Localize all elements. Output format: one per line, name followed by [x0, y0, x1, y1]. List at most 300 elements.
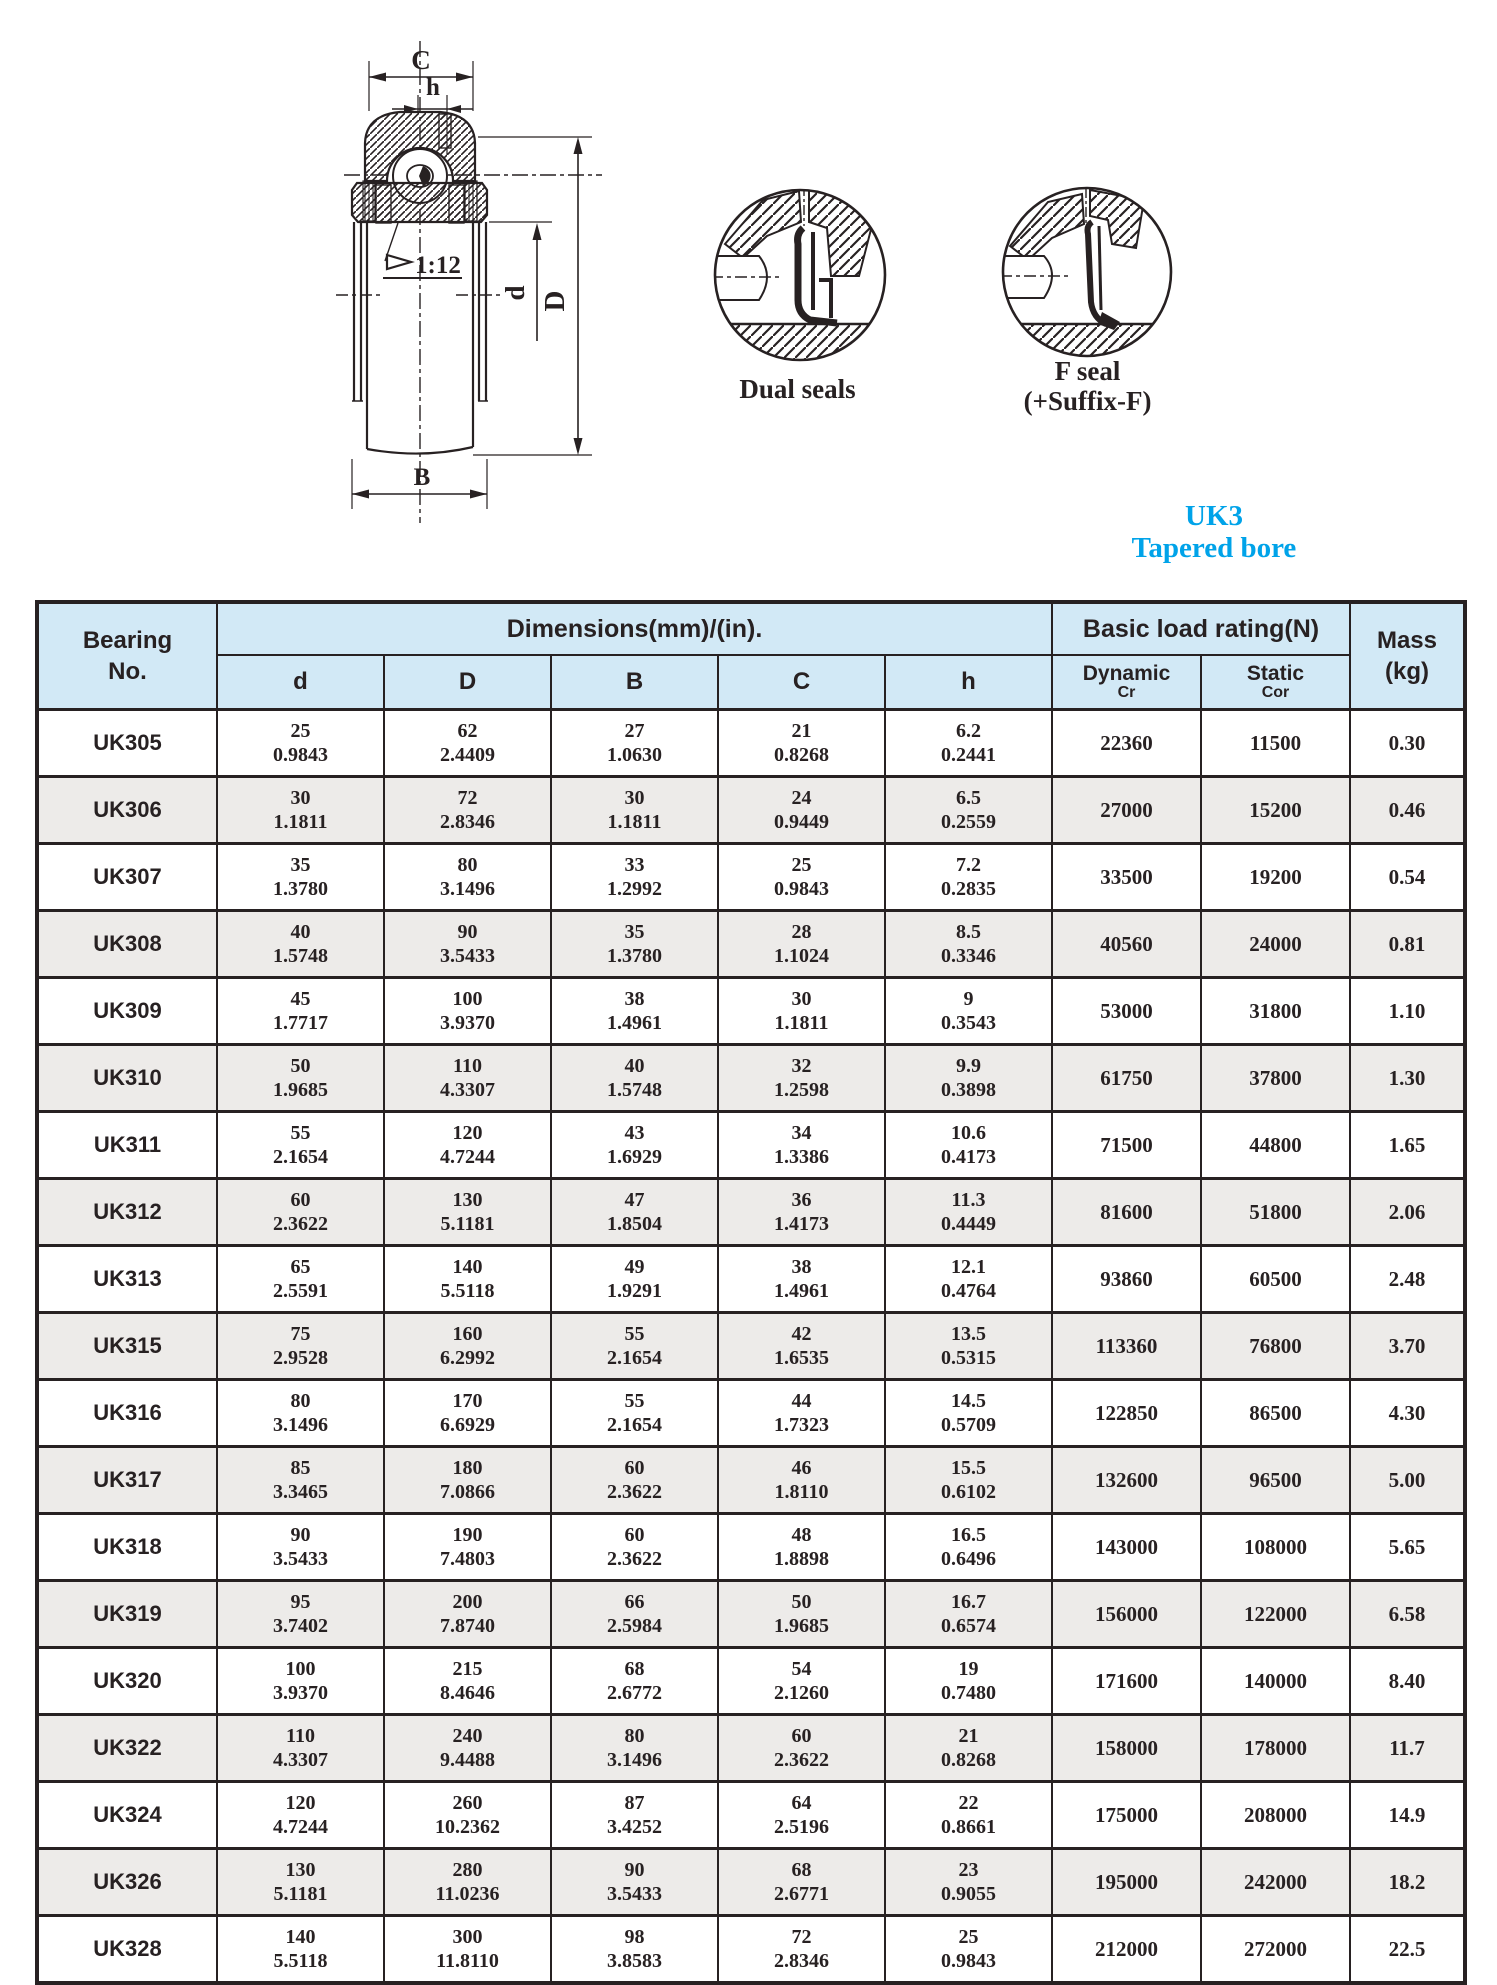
dim-cell — [384, 911, 551, 978]
dim-cell — [217, 1782, 384, 1849]
dynamic-load-cell: 195000 — [1052, 1849, 1201, 1916]
dim-in-value: 3.1496 — [607, 1749, 662, 1771]
dim-mm-value: 90 — [624, 1859, 645, 1881]
header-mass-line1: Mass — [1376, 627, 1438, 654]
mass-cell: 6.58 — [1350, 1581, 1465, 1648]
dim-cell — [551, 1447, 718, 1514]
dim-mm-value: 25 — [290, 720, 311, 742]
table-row — [37, 777, 1465, 844]
dim-in-value: 9.4488 — [440, 1749, 495, 1771]
table-row — [37, 1849, 1465, 1916]
dim-cell — [551, 1246, 718, 1313]
dim-mm-value: 50 — [290, 1055, 311, 1077]
dim-cell — [551, 1380, 718, 1447]
dim-cell — [551, 1648, 718, 1715]
dim-in-value: 3.1496 — [440, 878, 495, 900]
dim-in-value: 6.6929 — [440, 1414, 495, 1436]
header-static-label: Static — [1246, 662, 1305, 685]
dim-in-value: 1.5748 — [273, 945, 328, 967]
dim-in-value: 3.5433 — [273, 1548, 328, 1570]
dim-in-value: 6.2992 — [440, 1347, 495, 1369]
table-row — [37, 1447, 1465, 1514]
dim-in-value: 0.4449 — [941, 1213, 996, 1235]
dim-in-value: 5.5118 — [440, 1280, 495, 1302]
dim-cell — [718, 911, 885, 978]
mass-cell: 5.65 — [1350, 1514, 1465, 1581]
dim-mm-value: 100 — [452, 988, 483, 1010]
dim-cell — [217, 1581, 384, 1648]
dim-in-value: 0.6574 — [941, 1615, 996, 1637]
bearing-spec-table — [35, 600, 1467, 1985]
dim-mm-value: 8.5 — [956, 921, 981, 943]
dim-cell — [885, 1648, 1052, 1715]
table-row — [37, 1916, 1465, 1984]
dim-cell — [718, 978, 885, 1045]
dim-cell — [885, 1112, 1052, 1179]
dim-mm-value: 130 — [452, 1189, 483, 1211]
dim-in-value: 1.1024 — [774, 945, 829, 967]
dynamic-load-cell: 27000 — [1052, 777, 1201, 844]
mass-cell: 0.30 — [1350, 710, 1465, 777]
dim-mm-value: 68 — [624, 1658, 645, 1680]
dim-mm-value: 21 — [791, 720, 812, 742]
dim-cell — [551, 1782, 718, 1849]
dim-mm-value: 55 — [624, 1390, 645, 1412]
table-row — [37, 978, 1465, 1045]
dim-cell — [217, 978, 384, 1045]
dim-in-value: 5.1181 — [273, 1883, 328, 1905]
bearing-no-cell: UK306 — [37, 777, 217, 844]
dim-cell — [217, 1648, 384, 1715]
dim-in-value: 2.1260 — [774, 1682, 829, 1704]
dim-cell — [551, 844, 718, 911]
header-col-b: B — [551, 655, 718, 710]
dim-in-value: 0.3346 — [941, 945, 996, 967]
dim-in-value: 1.8898 — [774, 1548, 829, 1570]
dim-cell — [384, 710, 551, 777]
header-col-c: C — [718, 655, 885, 710]
dim-cell — [885, 1179, 1052, 1246]
dim-cell — [885, 1916, 1052, 1984]
mass-cell: 14.9 — [1350, 1782, 1465, 1849]
dim-cell — [384, 1447, 551, 1514]
dim-in-value: 3.9370 — [440, 1012, 495, 1034]
series-label — [1064, 500, 1364, 564]
dim-in-value: 3.5433 — [607, 1883, 662, 1905]
dim-mm-value: 6.2 — [956, 720, 981, 742]
dim-in-value: 1.3780 — [607, 945, 662, 967]
bearing-no-cell: UK319 — [37, 1581, 217, 1648]
dim-mm-value: 140 — [285, 1926, 316, 1948]
dim-in-value: 2.3622 — [607, 1481, 662, 1503]
header-col-static — [1201, 655, 1350, 710]
dim-in-value: 2.6771 — [774, 1883, 829, 1905]
dim-in-value: 1.8110 — [774, 1481, 829, 1503]
dim-in-value: 0.6102 — [941, 1481, 996, 1503]
dynamic-load-cell: 212000 — [1052, 1916, 1201, 1984]
dynamic-load-cell: 71500 — [1052, 1112, 1201, 1179]
header-col-dynamic — [1052, 655, 1201, 710]
mass-cell: 0.46 — [1350, 777, 1465, 844]
dim-in-value: 4.3307 — [273, 1749, 328, 1771]
dim-in-value: 3.5433 — [440, 945, 495, 967]
dim-cell — [384, 1849, 551, 1916]
dim-mm-value: 16.7 — [951, 1591, 986, 1613]
dim-mm-value: 280 — [452, 1859, 483, 1881]
dim-in-value: 3.1496 — [273, 1414, 328, 1436]
dim-cell — [551, 978, 718, 1045]
dim-label-h: h — [426, 74, 440, 101]
dim-cell — [384, 1045, 551, 1112]
static-load-cell: 122000 — [1201, 1581, 1350, 1648]
dim-cell — [885, 911, 1052, 978]
bearing-no-cell: UK315 — [37, 1313, 217, 1380]
dim-mm-value: 9.9 — [956, 1055, 981, 1077]
dim-cell — [718, 1313, 885, 1380]
dim-mm-value: 13.5 — [951, 1323, 986, 1345]
dim-in-value: 2.5196 — [774, 1816, 829, 1838]
dim-cell — [885, 1447, 1052, 1514]
mass-cell: 1.30 — [1350, 1045, 1465, 1112]
static-load-cell: 44800 — [1201, 1112, 1350, 1179]
static-load-cell: 15200 — [1201, 777, 1350, 844]
f-seal-detail-drawing — [998, 184, 1180, 364]
f-seal-caption — [980, 356, 1195, 416]
dim-cell — [718, 1916, 885, 1984]
dim-mm-value: 110 — [453, 1055, 482, 1077]
dim-cell — [217, 844, 384, 911]
bearing-no-cell: UK309 — [37, 978, 217, 1045]
static-load-cell: 31800 — [1201, 978, 1350, 1045]
table-row — [37, 1313, 1465, 1380]
dim-in-value: 5.5118 — [273, 1950, 328, 1972]
dim-in-value: 2.9528 — [273, 1347, 328, 1369]
dim-in-value: 11.0236 — [435, 1883, 500, 1905]
dim-in-value: 4.3307 — [440, 1079, 495, 1101]
static-load-cell: 242000 — [1201, 1849, 1350, 1916]
mass-cell: 1.10 — [1350, 978, 1465, 1045]
dim-in-value: 7.0866 — [440, 1481, 495, 1503]
header-bearing-line2: No. — [108, 658, 147, 685]
mass-cell: 18.2 — [1350, 1849, 1465, 1916]
dim-mm-value: 30 — [290, 787, 311, 809]
static-load-cell: 24000 — [1201, 911, 1350, 978]
dim-cell — [885, 1045, 1052, 1112]
dim-in-value: 0.2559 — [941, 811, 996, 833]
mass-cell: 0.81 — [1350, 911, 1465, 978]
dim-cell — [718, 1514, 885, 1581]
dim-mm-value: 45 — [290, 988, 311, 1010]
header-dimensions: Dimensions(mm)/(in). — [217, 602, 1052, 655]
dim-mm-value: 46 — [791, 1457, 812, 1479]
dim-mm-value: 42 — [791, 1323, 812, 1345]
dim-cell — [718, 1246, 885, 1313]
dim-cell — [551, 777, 718, 844]
dim-cell — [885, 1514, 1052, 1581]
dim-in-value: 0.9843 — [774, 878, 829, 900]
dim-in-value: 1.3386 — [774, 1146, 829, 1168]
dim-mm-value: 47 — [624, 1189, 645, 1211]
dim-in-value: 2.5591 — [273, 1280, 328, 1302]
header-load-rating: Basic load rating(N) — [1052, 602, 1350, 655]
dynamic-load-cell: 33500 — [1052, 844, 1201, 911]
dim-mm-value: 38 — [791, 1256, 812, 1278]
dim-cell — [718, 1179, 885, 1246]
dim-cell — [551, 1112, 718, 1179]
dim-cell — [384, 1313, 551, 1380]
dim-mm-value: 23 — [958, 1859, 979, 1881]
bearing-no-cell: UK311 — [37, 1112, 217, 1179]
dim-in-value: 1.7323 — [774, 1414, 829, 1436]
static-load-cell: 60500 — [1201, 1246, 1350, 1313]
dim-mm-value: 33 — [624, 854, 645, 876]
static-load-cell: 208000 — [1201, 1782, 1350, 1849]
static-load-cell: 19200 — [1201, 844, 1350, 911]
dim-cell — [718, 1045, 885, 1112]
mass-cell: 11.7 — [1350, 1715, 1465, 1782]
dim-cell — [384, 777, 551, 844]
mass-cell: 1.65 — [1350, 1112, 1465, 1179]
dim-cell — [384, 978, 551, 1045]
dynamic-load-cell: 53000 — [1052, 978, 1201, 1045]
dim-mm-value: 62 — [457, 720, 478, 742]
dim-mm-value: 11.3 — [951, 1189, 986, 1211]
dim-mm-value: 120 — [285, 1792, 316, 1814]
f-seal-caption-line2: (+Suffix-F) — [1023, 386, 1152, 416]
dim-cell — [718, 1112, 885, 1179]
dim-cell — [718, 1715, 885, 1782]
table-row — [37, 844, 1465, 911]
dynamic-load-cell: 175000 — [1052, 1782, 1201, 1849]
dim-in-value: 1.9685 — [273, 1079, 328, 1101]
dim-cell — [885, 978, 1052, 1045]
dim-in-value: 2.1654 — [607, 1414, 662, 1436]
dim-cell — [384, 1179, 551, 1246]
dim-in-value: 1.3780 — [273, 878, 328, 900]
dim-mm-value: 16.5 — [951, 1524, 986, 1546]
dim-mm-value: 120 — [452, 1122, 483, 1144]
dim-cell — [217, 1313, 384, 1380]
table-row — [37, 1045, 1465, 1112]
dim-cell — [551, 710, 718, 777]
dim-in-value: 1.1811 — [774, 1012, 829, 1034]
f-seal-caption-line1: F seal — [1054, 356, 1121, 386]
dim-mm-value: 25 — [958, 1926, 979, 1948]
dim-cell — [217, 1246, 384, 1313]
mass-cell: 8.40 — [1350, 1648, 1465, 1715]
dim-cell — [217, 1514, 384, 1581]
dim-cell — [217, 911, 384, 978]
dim-mm-value: 35 — [624, 921, 645, 943]
mass-cell: 2.06 — [1350, 1179, 1465, 1246]
dim-in-value: 1.4961 — [774, 1280, 829, 1302]
static-load-cell: 11500 — [1201, 710, 1350, 777]
dim-cell — [217, 710, 384, 777]
table-row — [37, 1179, 1465, 1246]
dim-cell — [718, 1581, 885, 1648]
bearing-no-cell: UK310 — [37, 1045, 217, 1112]
dim-mm-value: 87 — [624, 1792, 645, 1814]
dim-mm-value: 48 — [791, 1524, 812, 1546]
dim-in-value: 7.8740 — [440, 1615, 495, 1637]
dim-in-value: 0.8268 — [941, 1749, 996, 1771]
dim-mm-value: 24 — [791, 787, 812, 809]
dim-mm-value: 9 — [963, 988, 974, 1010]
dim-in-value: 1.4961 — [607, 1012, 662, 1034]
dim-mm-value: 240 — [452, 1725, 483, 1747]
dim-mm-value: 64 — [791, 1792, 812, 1814]
static-load-cell: 51800 — [1201, 1179, 1350, 1246]
dim-cell — [718, 1849, 885, 1916]
table-row — [37, 911, 1465, 978]
bearing-no-cell: UK308 — [37, 911, 217, 978]
mass-cell: 4.30 — [1350, 1380, 1465, 1447]
dim-mm-value: 7.2 — [956, 854, 981, 876]
dynamic-load-cell: 113360 — [1052, 1313, 1201, 1380]
dynamic-load-cell: 158000 — [1052, 1715, 1201, 1782]
dim-cell — [718, 710, 885, 777]
dim-in-value: 2.5984 — [607, 1615, 662, 1637]
bearing-no-cell: UK318 — [37, 1514, 217, 1581]
header-col-h: h — [885, 655, 1052, 710]
dim-in-value: 4.7244 — [273, 1816, 328, 1838]
table-row — [37, 1246, 1465, 1313]
table-body — [37, 710, 1465, 1984]
dim-cell — [217, 1045, 384, 1112]
bearing-no-cell: UK322 — [37, 1715, 217, 1782]
dim-label-c: C — [411, 45, 431, 75]
dim-mm-value: 35 — [290, 854, 311, 876]
dim-in-value: 2.4409 — [440, 744, 495, 766]
dim-in-value: 0.9843 — [273, 744, 328, 766]
dim-mm-value: 10.6 — [951, 1122, 986, 1144]
dim-mm-value: 60 — [624, 1524, 645, 1546]
dim-in-value: 0.3898 — [941, 1079, 996, 1101]
dim-cell — [384, 1715, 551, 1782]
dim-mm-value: 55 — [290, 1122, 311, 1144]
dim-mm-value: 190 — [452, 1524, 483, 1546]
dim-mm-value: 50 — [791, 1591, 812, 1613]
static-load-cell: 272000 — [1201, 1916, 1350, 1984]
dynamic-load-cell: 171600 — [1052, 1648, 1201, 1715]
header-dynamic-label: Dynamic — [1082, 662, 1171, 685]
dim-cell — [217, 1179, 384, 1246]
dim-mm-value: 260 — [452, 1792, 483, 1814]
dim-in-value: 0.8661 — [941, 1816, 996, 1838]
bearing-no-cell: UK313 — [37, 1246, 217, 1313]
dim-cell — [384, 844, 551, 911]
bearing-no-cell: UK328 — [37, 1916, 217, 1984]
dim-in-value: 2.3622 — [774, 1749, 829, 1771]
dim-mm-value: 66 — [624, 1591, 645, 1613]
mass-cell: 3.70 — [1350, 1313, 1465, 1380]
dim-in-value: 0.9055 — [941, 1883, 996, 1905]
mass-cell: 2.48 — [1350, 1246, 1465, 1313]
dim-mm-value: 38 — [624, 988, 645, 1010]
table-row — [37, 1715, 1465, 1782]
dim-in-value: 1.8504 — [607, 1213, 662, 1235]
dim-mm-value: 6.5 — [956, 787, 981, 809]
dim-mm-value: 80 — [457, 854, 478, 876]
dim-mm-value: 90 — [290, 1524, 311, 1546]
static-load-cell: 108000 — [1201, 1514, 1350, 1581]
dim-cell — [885, 1313, 1052, 1380]
dim-cell — [885, 1715, 1052, 1782]
dim-mm-value: 43 — [624, 1122, 645, 1144]
dim-in-value: 2.8346 — [440, 811, 495, 833]
dim-cell — [885, 844, 1052, 911]
dim-mm-value: 75 — [290, 1323, 311, 1345]
dim-in-value: 11.8110 — [436, 1950, 499, 1972]
dim-label-b: B — [413, 464, 431, 491]
dim-cell — [885, 1581, 1052, 1648]
dim-cell — [384, 1916, 551, 1984]
dim-in-value: 0.2835 — [941, 878, 996, 900]
dim-in-value: 8.4646 — [440, 1682, 495, 1704]
dim-cell — [718, 1447, 885, 1514]
table-row — [37, 1112, 1465, 1179]
dim-mm-value: 14.5 — [951, 1390, 986, 1412]
dynamic-load-cell: 156000 — [1052, 1581, 1201, 1648]
header-dynamic-sub: Cr — [1117, 684, 1136, 701]
dim-mm-value: 27 — [624, 720, 645, 742]
dim-mm-value: 72 — [791, 1926, 812, 1948]
dim-in-value: 2.1654 — [273, 1146, 328, 1168]
dim-cell — [551, 1849, 718, 1916]
dim-mm-value: 160 — [452, 1323, 483, 1345]
dim-cell — [718, 844, 885, 911]
dim-in-value: 3.4252 — [607, 1816, 662, 1838]
bearing-no-cell: UK307 — [37, 844, 217, 911]
dim-in-value: 1.5748 — [607, 1079, 662, 1101]
mass-cell: 0.54 — [1350, 844, 1465, 911]
static-load-cell: 96500 — [1201, 1447, 1350, 1514]
dim-cell — [551, 1313, 718, 1380]
dim-cell — [384, 1380, 551, 1447]
dim-mm-value: 28 — [791, 921, 812, 943]
dim-in-value: 1.1811 — [607, 811, 662, 833]
dim-in-value: 1.0630 — [607, 744, 662, 766]
dim-in-value: 3.8583 — [607, 1950, 662, 1972]
dim-in-value: 3.9370 — [273, 1682, 328, 1704]
dim-mm-value: 54 — [791, 1658, 812, 1680]
dim-cell — [718, 777, 885, 844]
dim-mm-value: 44 — [791, 1390, 812, 1412]
dim-mm-value: 95 — [290, 1591, 311, 1613]
dim-mm-value: 68 — [791, 1859, 812, 1881]
dim-mm-value: 49 — [624, 1256, 645, 1278]
dim-mm-value: 140 — [452, 1256, 483, 1278]
header-mass-line2: (kg) — [1385, 658, 1429, 685]
dual-seals-detail-drawing — [707, 182, 897, 372]
dim-in-value: 1.2992 — [607, 878, 662, 900]
table-row — [37, 1514, 1465, 1581]
dim-label-d: d — [500, 285, 530, 301]
dynamic-load-cell: 143000 — [1052, 1514, 1201, 1581]
dim-mm-value: 170 — [452, 1390, 483, 1412]
series-bore-type: Tapered bore — [1131, 532, 1297, 564]
dim-in-value: 2.3622 — [607, 1548, 662, 1570]
dim-in-value: 0.4764 — [941, 1280, 996, 1302]
dim-in-value: 0.5709 — [941, 1414, 996, 1436]
bearing-no-cell: UK317 — [37, 1447, 217, 1514]
dim-cell — [384, 1581, 551, 1648]
header-bearing-line1: Bearing — [82, 627, 173, 654]
bearing-no-cell: UK305 — [37, 710, 217, 777]
dim-cell — [384, 1514, 551, 1581]
header-static-sub: Cor — [1261, 684, 1290, 701]
static-load-cell: 76800 — [1201, 1313, 1350, 1380]
